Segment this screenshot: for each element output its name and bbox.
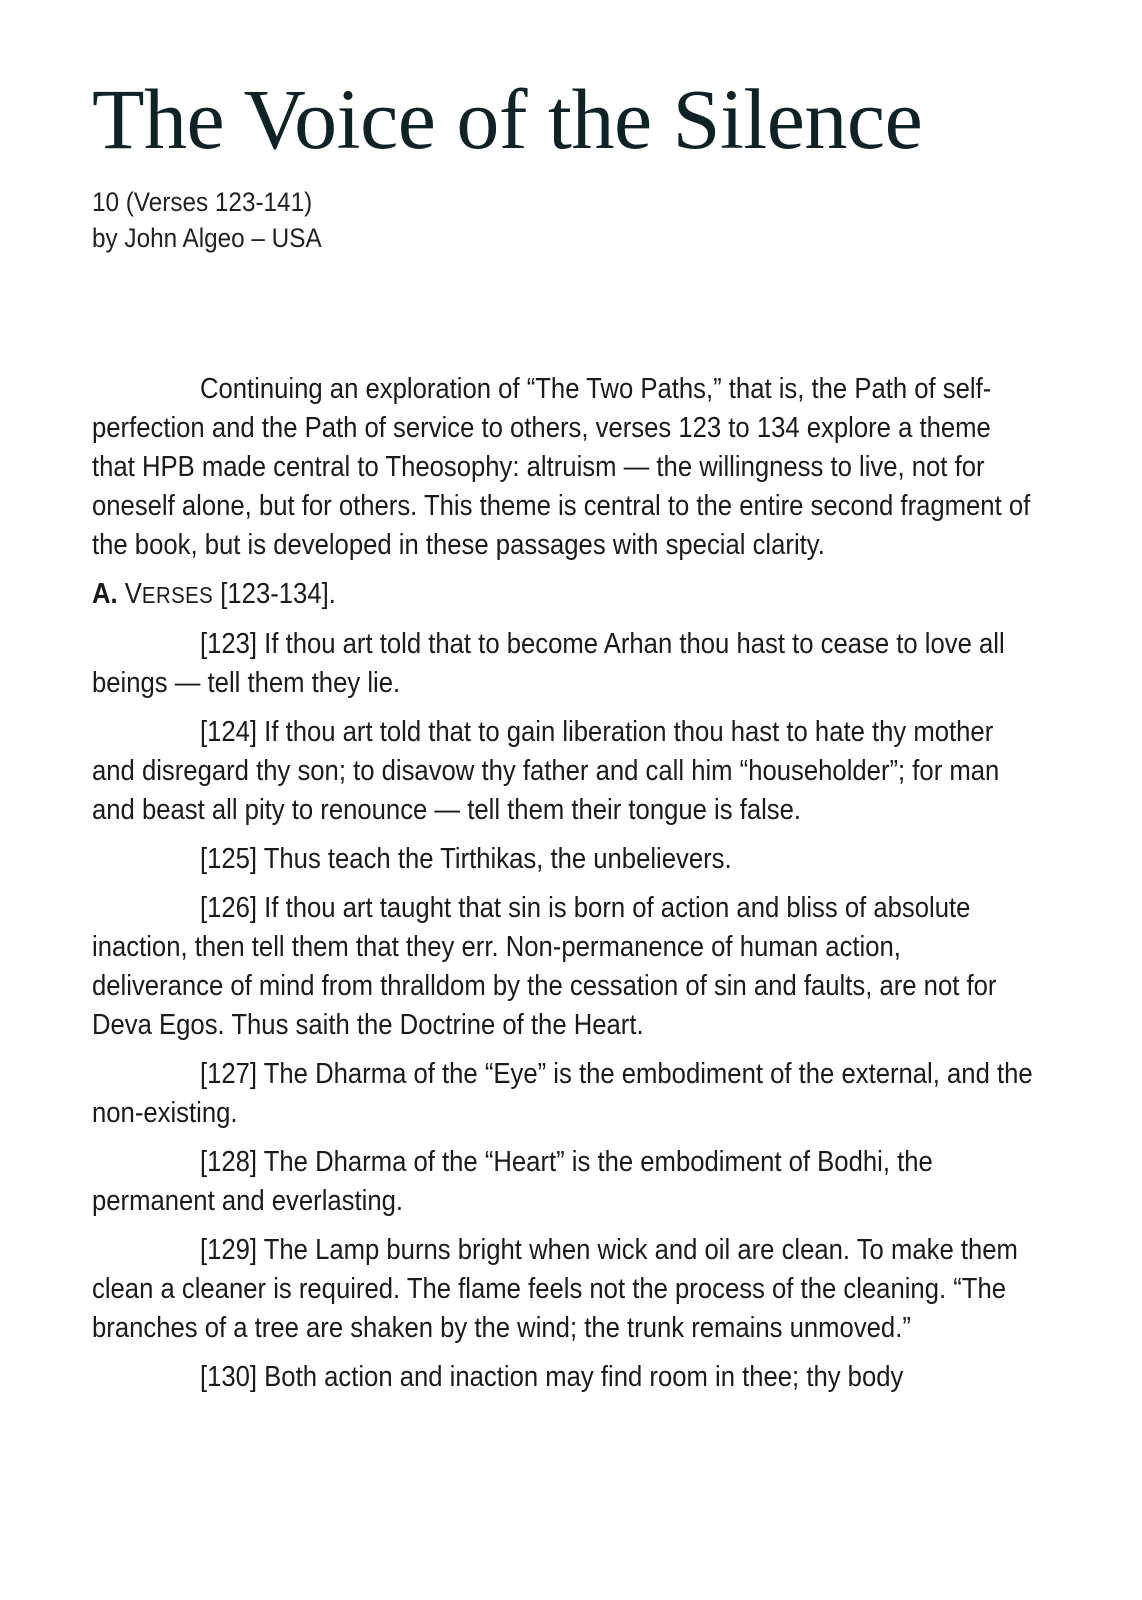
article-subtitle: 10 (Verses 123-141) [92,187,313,217]
verse-paragraph: [124] If thou art told that to gain liberation thou hast to hate thy mother and disregard thy son; to disavow thy father and call him “householder”; for man and beast all pity to renounce — tell them their tongue is false. [92,716,1000,826]
section-word-initial: V [124,578,142,610]
verse-paragraph: [126] If thou art taught that sin is born of action and bliss of absolute inaction, then tell them that they err. Non-permanence of human action, deliverance of mind from thralldom by the cessation of sin and faults, are not for Deva Egos. Thus saith the Doctrine of the Heart. [92,892,997,1041]
section-letter: A. [92,578,118,610]
article-title: The Voice of the Silence [92,71,923,167]
verse-paragraph: [125] Thus teach the Tirthikas, the unbelievers. [199,843,732,875]
verse-paragraph: [127] The Dharma of the “Eye” is the embodiment of the external, and the non-existing. [92,1058,1033,1129]
section-heading [92,575,1037,615]
verse-paragraph: [129] The Lamp burns bright when wick and oil are clean. To make them clean a cleaner is required. The flame feels not the process of the cleaning. “The branches of a tree are shaken by the wind; the trunk remains unmoved.” [92,1234,1018,1344]
verse-paragraph: [130] Both action and inaction may find room in thee; thy body [199,1361,904,1393]
verse-paragraph: [128] The Dharma of the “Heart” is the embodiment of Bodhi, the permanent and everlasting. [92,1146,933,1217]
section-range: [123-134]. [213,578,336,610]
article-body [92,370,1037,1407]
article-byline: by John Algeo – USA [92,223,322,253]
article-header [92,71,1062,256]
section-word-rest: ERSES [141,582,214,608]
intro-paragraph: Continuing an exploration of “The Two Paths,” that is, the Path of self-perfection and the Path of service to others, verses 123 to 134 explore a theme that HPB made central to Theosophy: altruism — the willingness to live, not for oneself alone, but for others. This theme is central to the entire second fragment of the book, but is developed in these passages with special clarity. [92,373,1031,561]
verse-paragraph: [123] If thou art told that to become Arhan thou hast to cease to love all beings — tell them they lie. [92,628,1005,699]
